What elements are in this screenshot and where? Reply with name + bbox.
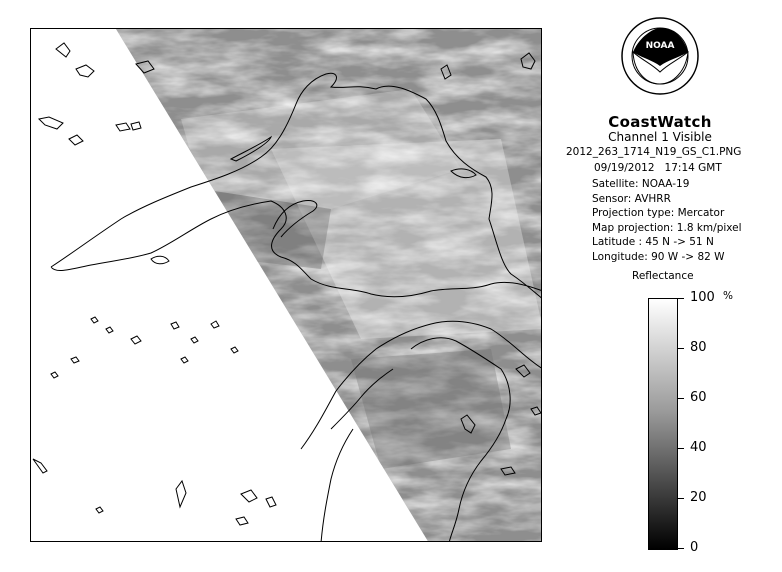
colorbar-tick-label: 100 <box>690 290 715 305</box>
noaa-emblem-icon <box>618 14 702 110</box>
satellite-map <box>31 29 542 542</box>
colorbar-tick <box>678 398 684 399</box>
datetime-line <box>594 162 722 174</box>
satellite-swath <box>31 29 542 542</box>
colorbar-tick <box>678 448 684 449</box>
colorbar-tick <box>678 548 684 549</box>
filename-label: 2012_263_1714_N19_GS_C1.PNG <box>566 146 742 158</box>
colorbar-tick <box>678 498 684 499</box>
colorbar-tick-label: 60 <box>690 390 707 405</box>
colorbar-tick-label: 40 <box>690 440 707 455</box>
sensor-label: Sensor: AVHRR <box>592 193 671 205</box>
longitude-label: Longitude: 90 W -> 82 W <box>592 251 725 263</box>
map-panel <box>30 28 542 542</box>
colorbar-tick <box>678 298 684 299</box>
reflectance-colorbar <box>648 298 678 550</box>
colorbar-title: Reflectance <box>632 270 694 282</box>
time-label: 17:14 GMT <box>664 162 722 174</box>
colorbar-tick-label: 0 <box>690 540 699 555</box>
satellite-label: Satellite: NOAA-19 <box>592 178 690 190</box>
date-label: 09/19/2012 <box>594 162 655 174</box>
projection-type-label: Projection type: Mercator <box>592 207 725 219</box>
product-title: CoastWatch <box>608 113 712 131</box>
latitude-label: Latitude : 45 N -> 51 N <box>592 236 714 248</box>
colorbar-tick-label: 20 <box>690 490 707 505</box>
logo-text: NOAA <box>645 41 675 51</box>
colorbar-unit: % <box>723 290 733 302</box>
colorbar-tick-label: 80 <box>690 340 707 355</box>
channel-subtitle: Channel 1 Visible <box>608 130 712 144</box>
noaa-logo <box>618 14 702 110</box>
map-projection-label: Map projection: 1.8 km/pixel <box>592 222 742 234</box>
colorbar-tick <box>678 348 684 349</box>
